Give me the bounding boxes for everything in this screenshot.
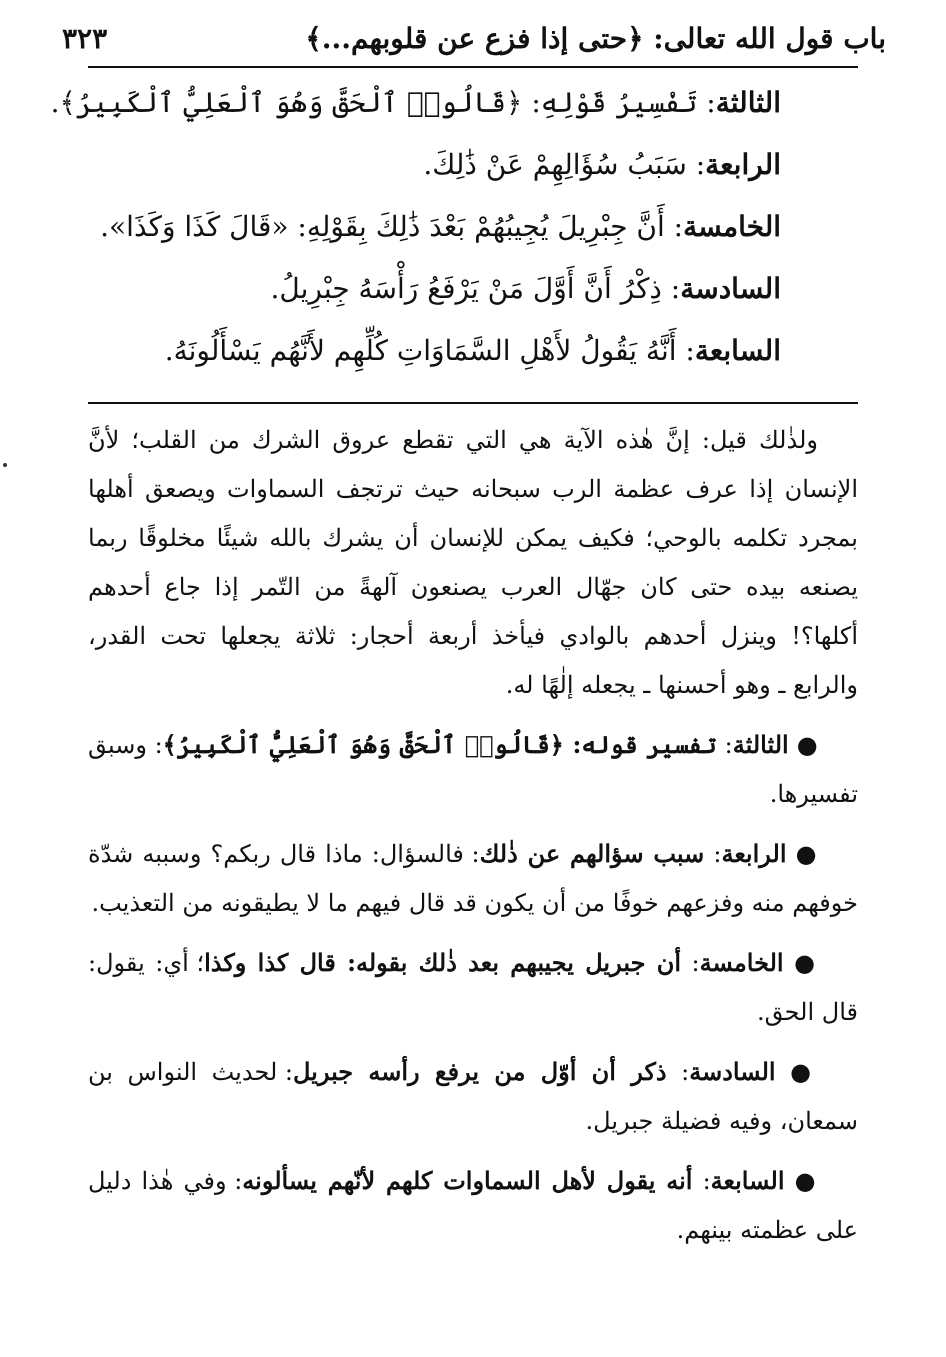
issue-line bbox=[88, 272, 781, 334]
issue-text: سَبَبُ سُؤَالِهِمْ عَنْ ذَٰلِكَ. bbox=[423, 148, 687, 181]
commentary bbox=[88, 416, 858, 1255]
page-header bbox=[60, 18, 886, 58]
issue-separator: : bbox=[661, 272, 681, 305]
header-rule bbox=[88, 66, 858, 68]
item-explanation: ؛ أي: يقول: قال الحق. bbox=[88, 949, 858, 1026]
issue-text: ذِكْرُ أَنَّ أَوَّلَ مَنْ يَرْفَعُ رَأْسَهُ جِبْرِيلُ. bbox=[270, 272, 662, 305]
page-number: ٣٢٣ bbox=[62, 22, 108, 55]
commentary-intro: ولذٰلك قيل: إنَّ هٰذه الآية هي التي تقطع عروق الشرك من القلب؛ لأنَّ الإنسان إذا عرف عظمة الرب سبحانه حيث ترتجف السماوات ويصعق أهلها بمجرد تكلمه بالوحي؛ فكيف يمكن للإنسان أن يشرك بالله شيئًا مخلوقًا ربما يصنعه بيده حتى كان جهّال العرب يصنعون آلهةً من التّمر إذا جاع أحدهم أكلها؟! وينزل أحدهم بالوادي فيأخذ أربعة أحجار: ثلاثة يجعلها تحت القدر، والرابع ـ وهو أحسنها ـ يجعله إلٰهًا له. bbox=[88, 426, 858, 699]
issue-label: السابعة bbox=[694, 334, 781, 367]
issue-label: الخامسة bbox=[683, 210, 781, 243]
item-explanation: : وسبق تفسيرها. bbox=[88, 731, 858, 808]
bullet-icon: ● bbox=[794, 1166, 818, 1195]
item-label: الثالثة bbox=[732, 730, 789, 759]
issue-separator: : bbox=[664, 210, 684, 243]
running-title: باب قول الله تعالى: ﴿حتى إذا فزع عن قلوبهم...﴾ bbox=[305, 22, 886, 55]
issue-line bbox=[88, 210, 781, 272]
bullet-icon: ● bbox=[796, 730, 818, 759]
item-explanation: : لحديث النواس بن سمعان، وفيه فضيلة جبريل. bbox=[88, 1058, 858, 1135]
commentary-item: ● السادسة: ذكر أن أوّل من يرفع رأسه جبريل: لحديث النواس بن سمعان، وفيه فضيلة جبريل. bbox=[88, 1057, 858, 1135]
issue-label: الثالثة bbox=[715, 86, 781, 119]
item-label: السادسة bbox=[689, 1057, 776, 1086]
bullet-icon: ● bbox=[794, 948, 818, 977]
issue-text: أَنَّهُ يَقُولُ لأَهْلِ السَّمَاوَاتِ كُلِّهِم لأَنَّهُم يَسْأَلُونَهُ. bbox=[164, 334, 677, 367]
item-explanation: : فالسؤال: ماذا قال ربكم؟ وسببه شدّة خوفهم منه وفزعهم خوفًا من أن يكون قد قال فيهم ما لا يطيقونه من التعذيب. bbox=[88, 840, 858, 917]
issue-line bbox=[88, 334, 781, 396]
commentary-item: ● الرابعة: سبب سؤالهم عن ذٰلك: فالسؤال: ماذا قال ربكم؟ وسببه شدّة خوفهم منه وفزعهم خوفًا من أن يكون قد قال فيهم ما لا يطيقونه من التعذيب. bbox=[88, 839, 858, 917]
issue-text: أَنَّ جِبْرِيلَ يُجِيبُهُمْ بَعْدَ ذَٰلِكَ بِقَوْلِهِ: «قَالَ كَذَا وَكَذَا». bbox=[100, 210, 665, 243]
issue-line bbox=[50, 86, 781, 148]
item-phrase: ذكر أن أوّل من يرفع رأسه جبريل bbox=[292, 1057, 667, 1086]
item-explanation: : وفي هٰذا دليل على عظمته بينهم. bbox=[88, 1167, 858, 1244]
footnote-separator-rule bbox=[88, 402, 858, 404]
issue-label: السادسة bbox=[680, 272, 781, 305]
issue-line bbox=[88, 148, 781, 210]
issue-separator: : bbox=[697, 86, 716, 119]
commentary-item: ● الخامسة: أن جبريل يجيبهم بعد ذٰلك بقوله: قال كذا وكذا؛ أي: يقول: قال الحق. bbox=[88, 948, 858, 1026]
item-phrase: سبب سؤالهم عن ذٰلك bbox=[479, 839, 705, 868]
issues-list bbox=[50, 86, 781, 396]
issue-separator: : bbox=[686, 148, 706, 181]
commentary-item: ● السابعة: أنه يقول لأهل السماوات كلهم لأنّهم يسألونه: وفي هٰذا دليل على عظمته بينهم. bbox=[88, 1166, 858, 1244]
item-label: الرابعة bbox=[721, 839, 787, 868]
item-phrase: أنه يقول لأهل السماوات كلهم لأنّهم يسألونه bbox=[242, 1166, 693, 1195]
issue-label: الرابعة bbox=[705, 148, 781, 181]
item-phrase: أن جبريل يجيبهم بعد ذٰلك بقوله: قال كذا وكذا bbox=[204, 948, 681, 977]
bullet-icon: ● bbox=[795, 839, 818, 868]
item-label: السابعة bbox=[710, 1166, 785, 1195]
item-phrase: تفسير قوله: ﴿قَالُوا۟ ٱلْحَقَّ وَهُوَ ٱلْعَلِيُّ ٱلْكَبِيرُ﴾ bbox=[162, 730, 717, 759]
item-label: الخامسة bbox=[699, 948, 784, 977]
commentary-item: ● الثالثة: تفسير قوله: ﴿قَالُوا۟ ٱلْحَقَّ وَهُوَ ٱلْعَلِيُّ ٱلْكَبِيرُ﴾: وسبق تفسيرها. bbox=[88, 730, 858, 808]
issue-text: تَفْسِيرُ قَوْلِهِ: ﴿قَالُوا۟ ٱلْحَقَّ وَهُوَ ٱلْعَلِيُّ ٱلْكَبِيرُ﴾. bbox=[50, 86, 698, 119]
issue-separator: : bbox=[676, 334, 695, 367]
scan-speck bbox=[3, 463, 7, 467]
bullet-icon: ● bbox=[790, 1057, 818, 1086]
